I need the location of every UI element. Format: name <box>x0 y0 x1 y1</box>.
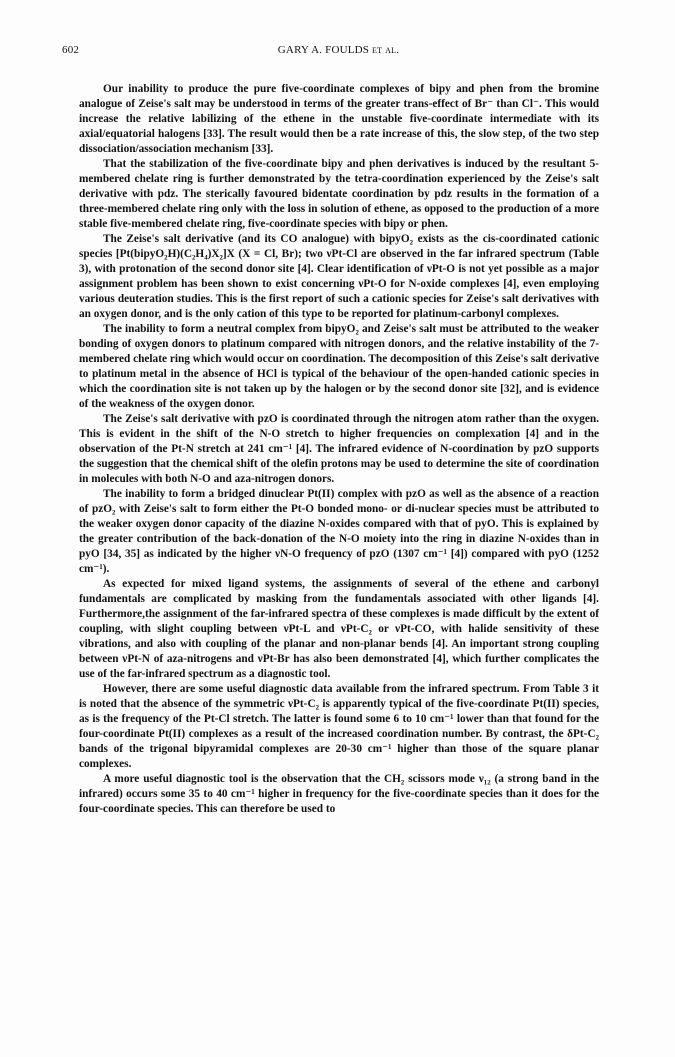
paragraph: As expected for mixed ligand systems, the assignments of several of the ethene and carbonyl fundamentals are complicated by masking from the fundamentals associated with other ligands [4]. Furthermore,the assignment of the far-infrared spectra of these complexes is made difficult by the extent of coupling, with slight coupling between νPt-L and νPt-C₂ or νPt-CO, with halide sensitivity of these vibrations, and also with coupling of the planar and non-planar bends [4]. An important strong coupling between νPt-N of aza-nitrogens and νPt-Br has also been demonstrated [4], which further complicates the use of the far-infrared spectrum as a diagnostic tool. <box>79 578 599 680</box>
paragraph: That the stabilization of the five-coordinate bipy and phen derivatives is induced by the resultant 5-membered chelate ring is further demonstrated by the tetra-coordination experienced by the Zeise's salt derivative with pdz. The sterically favoured bidentate coordination by pdz results in the formation of a three-membered chelate ring only with the loss in solution of ethene, as opposed to the production of a more stable five-membered chelate ring, five-coordinate species with bipy or phen. <box>79 158 599 230</box>
paragraph: Our inability to produce the pure five-coordinate complexes of bipy and phen from the bromine analogue of Zeise's salt may be understood in terms of the greater trans-effect of Br⁻ than Cl⁻. This would increase the relative labilizing of the ethene in the unstable five-coordinate intermediate with its axial/equatorial halogens [33]. The result would then be a rate increase of this, the slow step, of the two step dissociation/association mechanism [33]. <box>79 83 599 155</box>
paragraph: A more useful diagnostic tool is the observation that the CH₂ scissors mode ν₁₂ (a strong band in the infrared) occurs some 35 to 40 cm⁻¹ higher in frequency for the five-coordinate species than it does for the four-coordinate species. This can therefore be used to <box>79 773 599 815</box>
running-head: GARY A. FOULDS et al. <box>277 44 400 56</box>
page-header <box>62 44 615 60</box>
page-number: 602 <box>62 44 80 56</box>
paragraph: The inability to form a neutral complex from bipyO₂ and Zeise's salt must be attributed to the weaker bonding of oxygen donors to platinum compared with nitrogen donors, and the relative instability of the 7-membered chelate ring which would occur on coordination. The decomposition of this Zeise's salt derivative to platinum metal in the absence of HCl is typical of the behaviour of the open-handed cationic species in which the coordination site is not taken up by the halogen or by the second donor site [32], and is evidence of the weakness of the oxygen donor. <box>79 323 599 410</box>
body-text <box>79 82 599 817</box>
paragraph: However, there are some useful diagnostic data available from the infrared spectrum. From Table 3 it is noted that the absence of the symmetric νPt-C₂ is apparently typical of the five-coordinate Pt(II) species, as is the frequency of the Pt-Cl stretch. The latter is found some 6 to 10 cm⁻¹ lower than that found for the four-coordinate Pt(II) complexes as a result of the increased coordination number. By contrast, the δPt-C₂ bands of the trigonal bipyramidal complexes are 20-30 cm⁻¹ higher than those of the square planar complexes. <box>79 683 599 770</box>
paragraph: The Zeise's salt derivative with pzO is coordinated through the nitrogen atom rather than the oxygen. This is evident in the shift of the N-O stretch to higher frequencies on complexation [4] and in the observation of the Pt-N stretch at 241 cm⁻¹ [4]. The infrared evidence of N-coordination by pzO supports the suggestion that the chemical shift of the olefin protons may be used to determine the site of coordination in molecules with both N-O and aza-nitrogen donors. <box>79 413 599 485</box>
paragraph: The inability to form a bridged dinuclear Pt(II) complex with pzO as well as the absence of a reaction of pzO₂ with Zeise's salt to form either the Pt-O bonded mono- or di-nuclear species must be attributed to the weaker oxygen donor capacity of the diazine N-oxides compared with that of pyO. This is explained by the greater contribution of the back-donation of the N-O moiety into the ring in diazine N-oxides than in pyO [34, 35] as indicated by the higher νN-O frequency of pzO (1307 cm⁻¹ [4]) compared with pyO (1252 cm⁻¹). <box>79 488 599 575</box>
paragraph: The Zeise's salt derivative (and its CO analogue) with bipyO₂ exists as the cis-coordinated cationic species [Pt(bipyO₂H)(C₂H₄)X₂]X (X = Cl, Br); two νPt-Cl are observed in the far infrared spectrum (Table 3), with protonation of the second donor site [4]. Clear identification of νPt-O is not yet possible as a major assignment problem has been shown to exist concerning νPt-O for N-oxide complexes [4], even employing various deuteration studies. This is the first report of such a cationic species for Zeise's salt derivatives with an oxygen donor, and is the only cation of this type to be reported for platinum-carbonyl complexes. <box>79 233 599 320</box>
